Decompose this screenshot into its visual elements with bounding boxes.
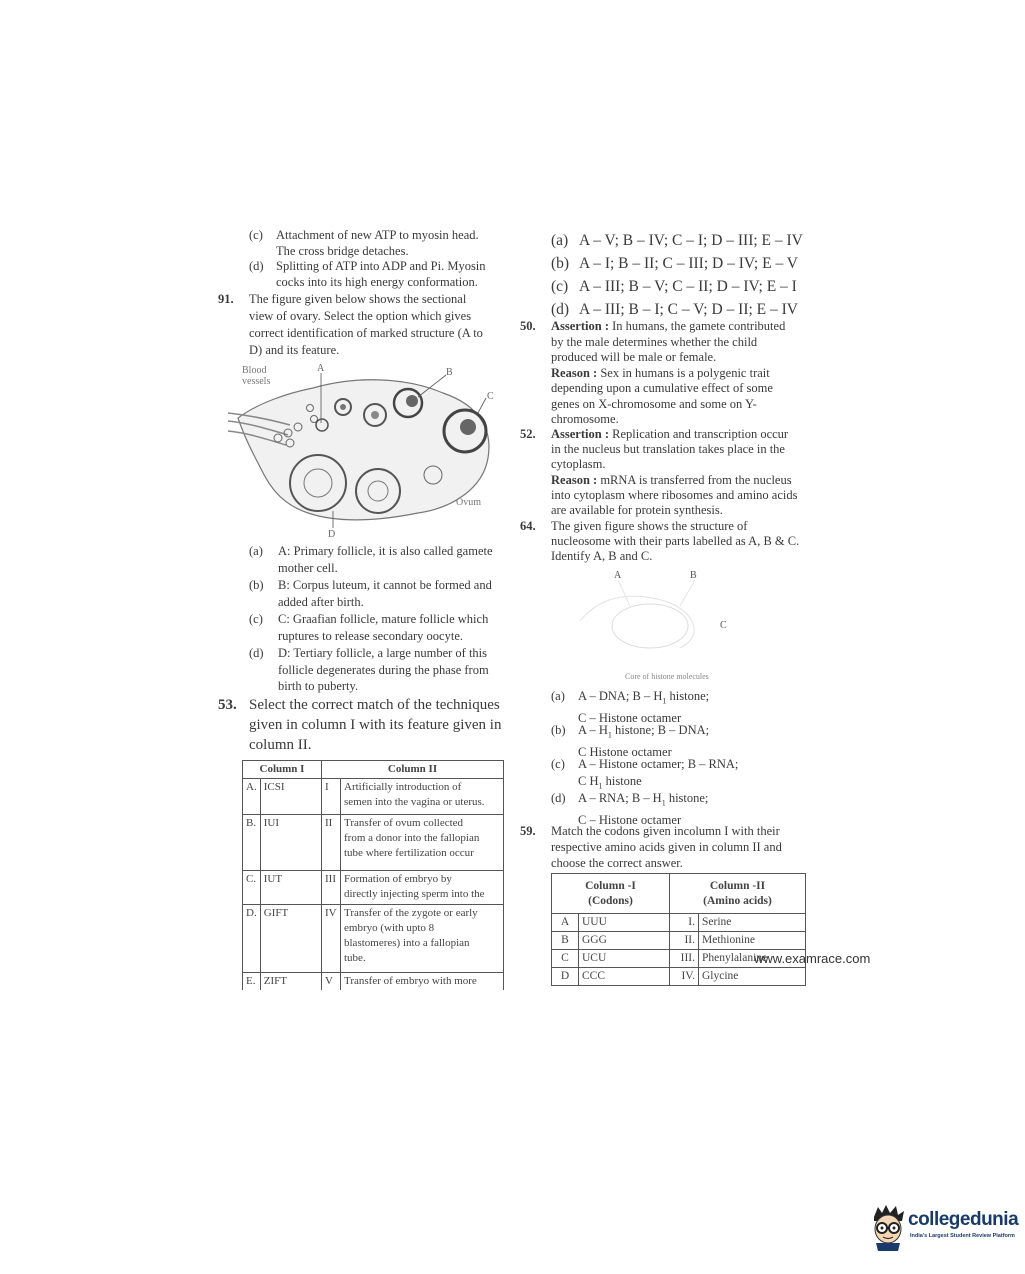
- label-C: C: [720, 620, 727, 631]
- label-C: C: [487, 391, 494, 402]
- label-A: A: [317, 363, 325, 374]
- ovary-figure: [228, 363, 498, 541]
- collegedunia-logo: [868, 1203, 1018, 1253]
- table-row: B. IUI II Transfer of ovum collected from a donor into the fallopian tube where fertilization occur: [243, 815, 504, 871]
- table-row: A. ICSI I Artificially introduction of semen into the vagina or uterus.: [243, 779, 504, 815]
- watermark: www.examrace.com: [754, 951, 871, 966]
- table-row: A UUU I. Serine: [552, 914, 806, 932]
- table-row: B GGG II. Methionine: [552, 932, 806, 950]
- label-B: B: [690, 570, 697, 581]
- q59-table-wrap: [551, 873, 807, 991]
- table-row: C UCU III. Phenylalanine: [552, 950, 806, 968]
- q59-match-table: [551, 873, 806, 986]
- table-row: D. GIFT IV Transfer of the zygote or early embryo (with upto 8 blastomeres) into a fallopian tube.: [243, 905, 504, 973]
- figure-caption: Core of histone molecules: [625, 672, 709, 681]
- table-row: C. IUT III Formation of embryo by directly injecting sperm into the: [243, 871, 504, 905]
- brand-name: collegedunia: [908, 1209, 1019, 1230]
- label-ovum: Ovum: [456, 497, 481, 508]
- mascot-icon: [868, 1203, 908, 1251]
- ovary-diagram: [228, 363, 498, 541]
- label-blood: Blood: [242, 365, 267, 376]
- q53-match-table: [242, 760, 504, 990]
- brand-tagline: India's Largest Student Review Platform: [910, 1233, 1015, 1239]
- label-B: B: [446, 367, 453, 378]
- table-row: D CCC IV. Glycine: [552, 968, 806, 986]
- table-header: Column -I (Codons) Column -II (Amino acids): [552, 874, 806, 914]
- q53-table-wrap: [242, 760, 505, 990]
- table-row: E. ZIFT V Transfer of embryo with more: [243, 973, 504, 991]
- table-header: Column I Column II: [243, 761, 504, 779]
- label-D: D: [328, 529, 336, 540]
- nucleosome-figure: [570, 566, 750, 686]
- label-vessels: vessels: [242, 376, 271, 387]
- label-A: A: [614, 570, 622, 581]
